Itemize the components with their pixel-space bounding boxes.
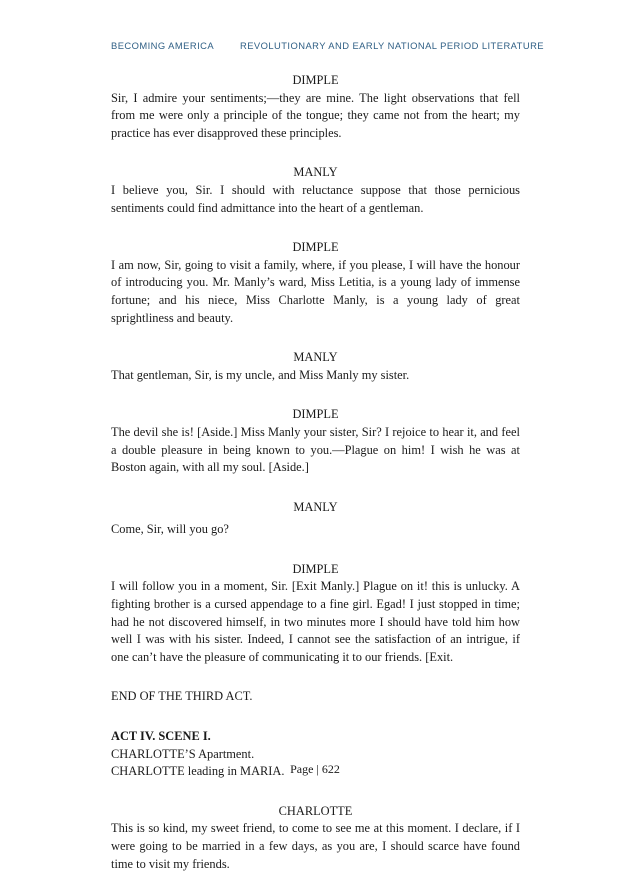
- dialogue-block: [111, 239, 520, 327]
- dialogue-block: [111, 72, 520, 142]
- speech-text: I will follow you in a moment, Sir. [Exit Manly.] Plague on it! this is unlucky. A fighting brother is a cursed appendage to a fine girl. Egad! I just stopped in time; had he not discovered himself, in two minutes more I should have told him how well I was with his sister. Indeed, I cannot see the satisfaction of an intrigue, if one can’t have the pleasure of communicating it to our friends. [Exit.: [111, 579, 520, 664]
- speech-text: The devil she is! [Aside.] Miss Manly your sister, Sir? I rejoice to hear it, and feel a double pleasure in being known to you.—Plague on him! I wish he was at Boston again, with all my soul. [Aside.]: [111, 424, 520, 475]
- speech-text: That gentleman, Sir, is my uncle, and Miss Manly my sister.: [111, 367, 410, 382]
- speaker-name: DIMPLE: [292, 407, 339, 422]
- dialogue-block: [111, 164, 520, 217]
- act-heading: ACT IV. SCENE I.: [111, 729, 211, 744]
- speaker-name: MANLY: [293, 499, 338, 514]
- page-number: Page | 622: [290, 762, 340, 776]
- dialogue-block: [111, 561, 520, 667]
- speech-text: I believe you, Sir. I should with reluctance suppose that those pernicious sentiments could find admittance into the heart of a gentleman.: [111, 182, 520, 215]
- dialogue-block: [111, 349, 520, 384]
- speaker-name: MANLY: [293, 350, 338, 365]
- page-body: [111, 72, 520, 873]
- running-header: [111, 40, 544, 51]
- speech-text: Sir, I admire your sentiments;—they are mine. The light observations that fell from me were only a principle of the tongue; they came not from the heart; my practice has ever disapproved these principles.: [111, 90, 520, 140]
- stage-direction: CHARLOTTE’S Apartment.: [111, 746, 255, 761]
- dialogue-block: [111, 803, 520, 873]
- header-section-title: REVOLUTIONARY AND EARLY NATIONAL PERIOD LITERATURE: [240, 40, 544, 51]
- speech-text: Come, Sir, will you go?: [111, 522, 229, 537]
- speaker-name: DIMPLE: [292, 73, 339, 87]
- stage-direction: CHARLOTTE leading in MARIA.: [111, 764, 285, 779]
- speech-text: This is so kind, my sweet friend, to come to see me at this moment. I declare, if I were going to be married in a few days, as you are, I should scarce have found time to visit my friends.: [111, 821, 520, 871]
- dialogue-block: [111, 406, 520, 476]
- speaker-name: CHARLOTTE: [278, 803, 353, 818]
- header-book-title: BECOMING AMERICA: [111, 40, 215, 51]
- dialogue-block: [111, 499, 520, 539]
- speaker-name: MANLY: [293, 165, 338, 180]
- speaker-name: DIMPLE: [292, 240, 339, 255]
- act-end-note: END OF THE THIRD ACT.: [111, 689, 253, 704]
- speaker-name: DIMPLE: [292, 561, 339, 576]
- speech-text: I am now, Sir, going to visit a family, where, if you please, I will have the honour of introducing you. Mr. Manly’s ward, Miss Letitia, is a young lady of immense fortune; and his niece, Miss Charlotte Manly, is a young lady of great sprightliness and beauty.: [111, 257, 520, 325]
